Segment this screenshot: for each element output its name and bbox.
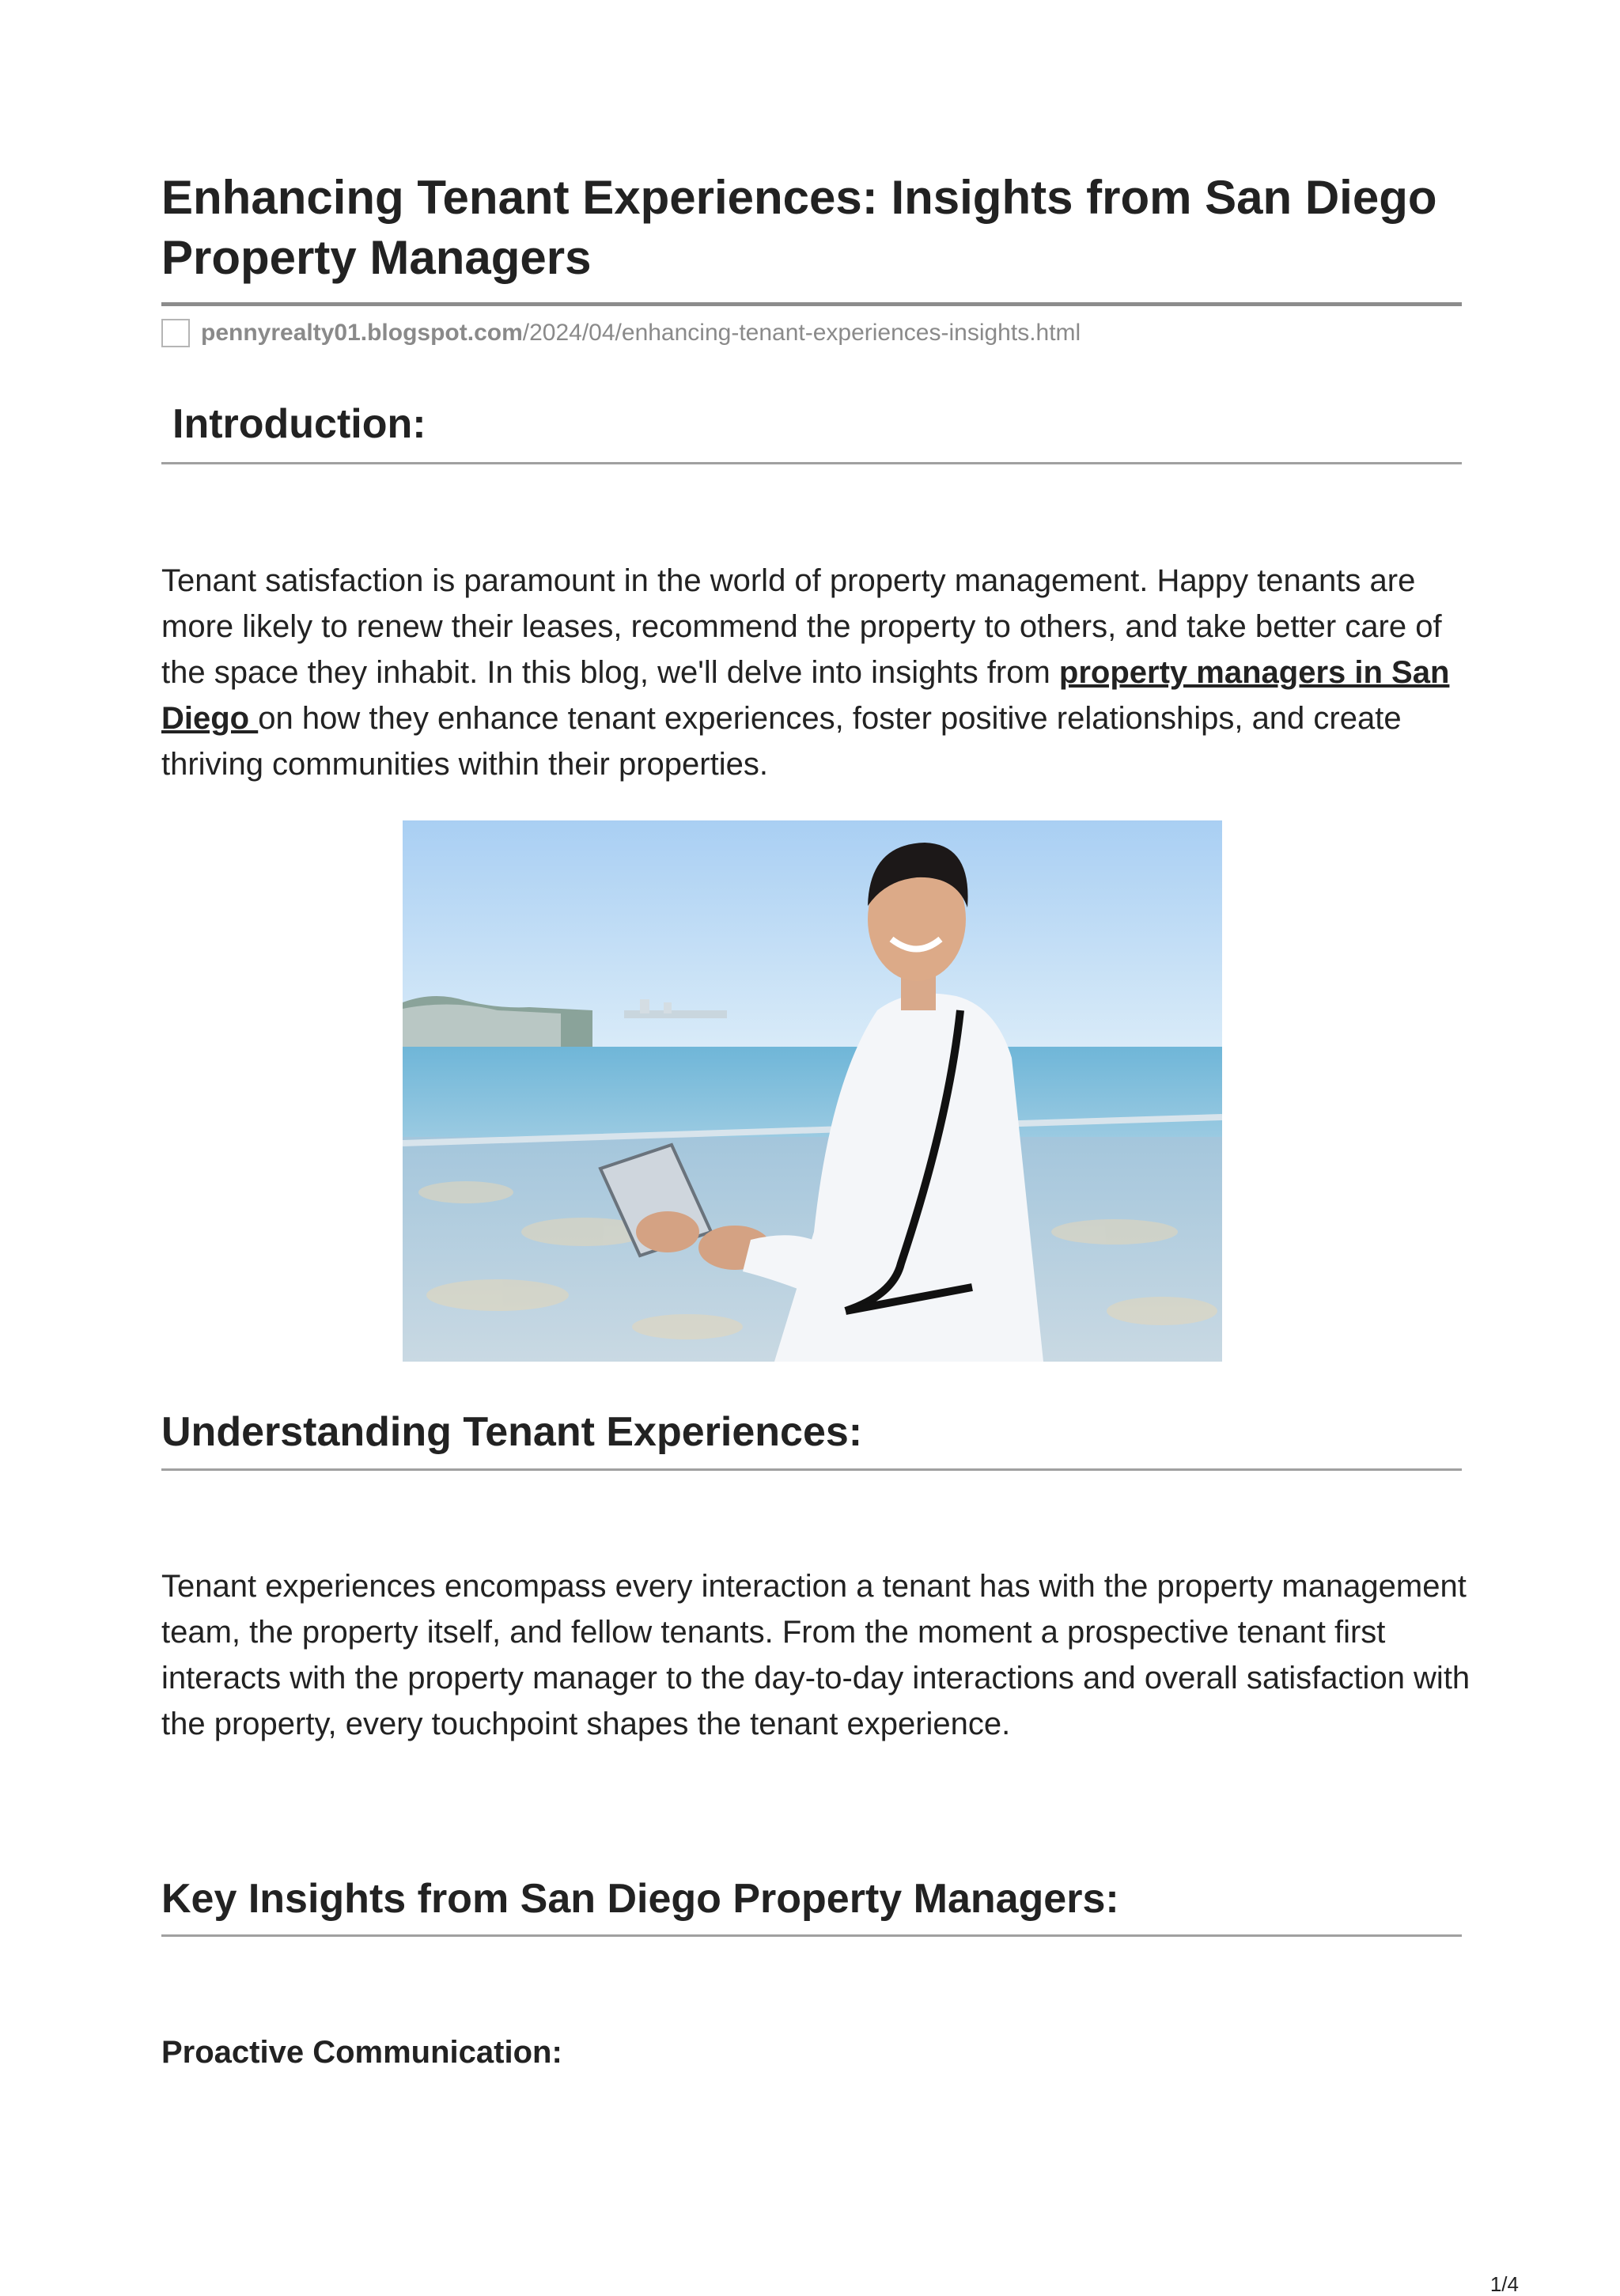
source-path: /2024/04/enhancing-tenant-experiences-insights.html bbox=[522, 320, 1081, 346]
article-title: Enhancing Tenant Experiences: Insights from San Diego Property Managers bbox=[161, 171, 1437, 284]
heading-divider bbox=[161, 1468, 1462, 1471]
understanding-paragraph: Tenant experiences encompass every interaction a tenant has with the property management team, the property itself, and fellow tenants. From the moment a prospective tenant first interacts with the property manager to the day-to-day interactions and overall satisfaction with the property, every touchpoint shapes the tenant experience. bbox=[161, 1569, 1470, 1741]
page-number: 1/4 bbox=[1489, 2272, 1519, 2296]
heading-key-insights: Key Insights from San Diego Property Managers: bbox=[161, 1876, 1119, 1922]
favicon-icon bbox=[161, 319, 190, 347]
photo-man-with-tablet bbox=[403, 820, 1222, 1362]
heading-understanding: Understanding Tenant Experiences: bbox=[161, 1409, 863, 1455]
heading-introduction: Introduction: bbox=[172, 401, 426, 447]
intro-text-start: Tenant satisfaction is paramount in the world of property management. Happy tenants are more likely to renew their leases, recommend the property to others, and take better care of the space they inhabit. In this blog, we'll delve into insights from bbox=[161, 563, 1442, 690]
property-managers-link[interactable]: property managers in San Diego bbox=[161, 655, 1450, 736]
subheading-proactive-communication: Proactive Communication: bbox=[161, 2035, 562, 2070]
source-url[interactable] bbox=[161, 316, 1081, 350]
title-divider bbox=[161, 302, 1462, 306]
heading-divider bbox=[161, 462, 1462, 464]
article-photo bbox=[403, 820, 1222, 1362]
heading-divider bbox=[161, 1934, 1462, 1937]
source-domain: pennyrealty01.blogspot.com bbox=[201, 320, 523, 346]
intro-paragraph bbox=[161, 558, 1474, 787]
intro-text-end: on how they enhance tenant experiences, foster positive relationships, and create thriving communities within their properties. bbox=[161, 701, 1402, 782]
